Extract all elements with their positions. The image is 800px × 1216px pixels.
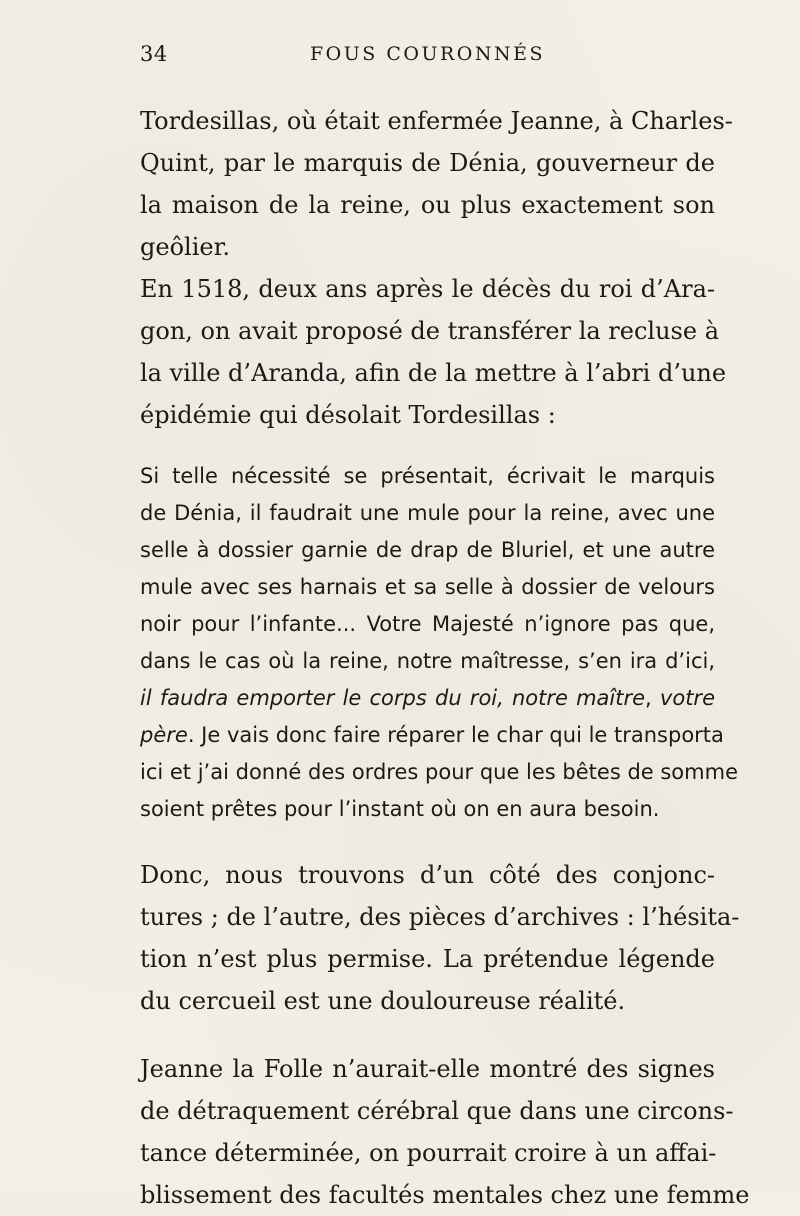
text-line: de détraquement cérébral que dans une circons- xyxy=(140,1097,734,1125)
paragraph-gap xyxy=(140,828,715,854)
text-line: épidémie qui désolait Tordesillas : xyxy=(140,401,556,429)
running-title: FOUS COURONNÉS xyxy=(310,43,545,65)
quote-line: mule avec ses harnais et sa selle à dossier de velours xyxy=(140,575,715,599)
italic-quote-b: votre xyxy=(659,686,715,710)
text-line: Jeanne la Folle n’aurait-elle montré des signes xyxy=(140,1055,715,1083)
quote-line: Si telle nécessité se présentait, écrivait le marquis xyxy=(140,464,715,488)
italic-quote-a: il faudra emporter le corps du roi, notre maître xyxy=(140,686,646,710)
text-line: tance déterminée, on pourrait croire à un affai- xyxy=(140,1139,717,1167)
text-line: la ville d’Aranda, afin de la mettre à l’abri d’une xyxy=(140,359,727,387)
body-text xyxy=(140,100,750,1216)
quote-line: soient prêtes pour l’instant où on en aura besoin. xyxy=(140,797,660,821)
quote-line: de Dénia, il faudrait une mule pour la reine, avec une xyxy=(140,501,715,525)
paragraph-3 xyxy=(140,854,740,1022)
text-line: Tordesillas, où était enfermée Jeanne, à Charles- xyxy=(140,107,733,135)
quote-line: dans le cas où la reine, notre maîtresse, s’en ira d’ici, xyxy=(140,649,715,673)
quote-line: ici et j’ai donné des ordres pour que les bêtes de somme xyxy=(140,760,738,784)
text-line: Quint, par le marquis de Dénia, gouverneur de xyxy=(140,149,715,177)
quoted-letter xyxy=(140,458,738,828)
italic-quote-c: père xyxy=(140,723,188,747)
quote-line xyxy=(140,717,724,754)
paragraph-gap xyxy=(140,1022,715,1048)
quote-comma: , xyxy=(645,686,652,710)
paragraph-1 xyxy=(140,100,733,268)
text-line: En 1518, deux ans après le décès du roi d’Ara- xyxy=(140,275,715,303)
paragraph-2 xyxy=(140,268,727,436)
quote-continuation: . Je vais donc faire réparer le char qui le transporta xyxy=(187,723,724,747)
quote-line: selle à dossier garnie de drap de Bluriel, et une autre xyxy=(140,538,715,562)
text-line: geôlier. xyxy=(140,233,231,261)
paragraph-4 xyxy=(140,1048,750,1216)
text-line: la maison de la reine, ou plus exactement son xyxy=(140,191,715,219)
text-line: Donc, nous trouvons d’un côté des conjonc- xyxy=(140,861,715,889)
running-head xyxy=(140,42,715,74)
text-line: du cercueil est une douloureuse réalité. xyxy=(140,987,626,1015)
page-number: 34 xyxy=(140,42,168,66)
text-line: gon, on avait proposé de transférer la recluse à xyxy=(140,317,720,345)
quote-line: noir pour l’infante... Votre Majesté n’ignore pas que, xyxy=(140,612,715,636)
text-line: tion n’est plus permise. La prétendue légende xyxy=(140,945,715,973)
quote-line-italic xyxy=(140,680,715,717)
text-line: blissement des facultés mentales chez une femme xyxy=(140,1181,750,1209)
text-line: tures ; de l’autre, des pièces d’archives : l’hésita- xyxy=(140,903,740,931)
